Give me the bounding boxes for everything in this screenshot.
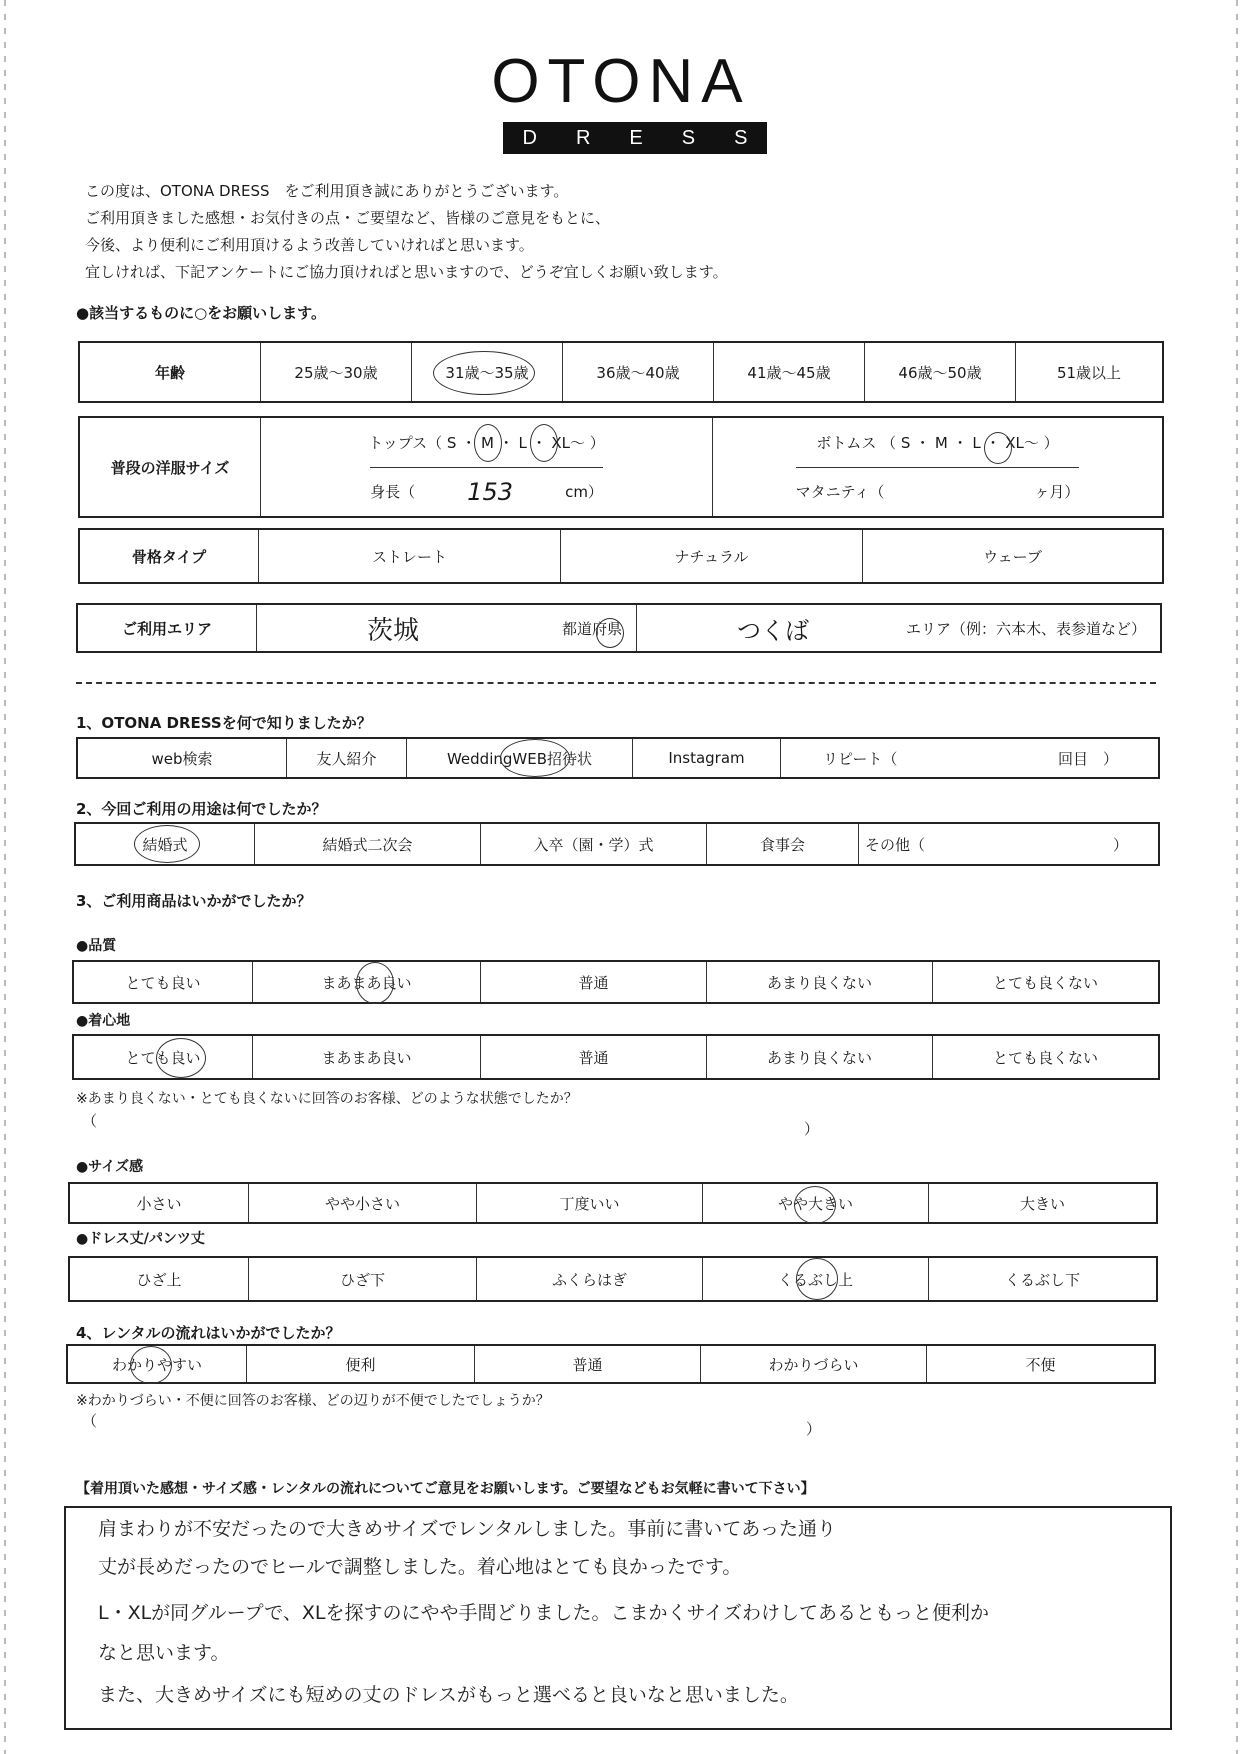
q4-option[interactable]: わかりやすい [111, 1355, 202, 1374]
comfort-option[interactable]: あまり良くない [706, 1036, 932, 1078]
size-feel-option[interactable]: やや小さい [248, 1184, 476, 1222]
logo-letter: D [522, 126, 537, 149]
quality-option[interactable]: とても良くない [932, 962, 1158, 1002]
comment-line: 肩まわりが不安だったので大きめサイズでレンタルしました。事前に書いてあった通り [98, 1518, 837, 1540]
maternity-field[interactable] [796, 467, 1080, 517]
q1-option[interactable]: WeddingWEB招待状 [406, 739, 632, 777]
prefecture-suffix: 都道府県 [561, 619, 622, 638]
length-row [68, 1256, 1158, 1302]
body-type-label: 骨格タイプ [131, 547, 207, 566]
q4-option[interactable]: わかりづらい [700, 1346, 926, 1382]
comment-line: なと思います。 [98, 1642, 230, 1664]
age-option[interactable]: 25歳～30歳 [260, 343, 411, 401]
prefecture-field[interactable] [256, 605, 636, 651]
repeat-suffix: 回目 ） [1057, 749, 1118, 768]
size-right-col [712, 418, 1162, 516]
q1-repeat[interactable] [780, 739, 1158, 777]
length-option[interactable]: くるぶし下 [928, 1258, 1156, 1300]
age-option[interactable]: 46歳～50歳 [864, 343, 1015, 401]
comfort-option[interactable]: とても良くない [932, 1036, 1158, 1078]
area-suffix: エリア（例：六本木、表参道など） [905, 619, 1146, 638]
comment-line: 丈が長めだったのでヒールで調整しました。着心地はとても良かったです。 [98, 1556, 742, 1578]
body-type-option[interactable]: ナチュラル [560, 530, 862, 582]
age-option[interactable]: 41歳～45歳 [713, 343, 864, 401]
paren-close: ） [804, 1120, 820, 1138]
body-type-option[interactable]: ストレート [258, 530, 560, 582]
length-option[interactable]: くるぶし上 [702, 1258, 928, 1300]
q2-title: 2、今回ご利用の用途は何でしたか？ [76, 800, 327, 818]
quality-option[interactable]: あまり良くない [706, 962, 932, 1002]
q2-option[interactable]: 入卒（園・学）式 [480, 824, 706, 864]
section-divider [76, 682, 1156, 684]
length-label: ●ドレス丈/パンツ丈 [76, 1231, 205, 1247]
length-option[interactable]: ひざ上 [136, 1270, 182, 1289]
paren-open: （ [82, 1112, 98, 1130]
quality-row [72, 960, 1160, 1004]
q4-option[interactable]: 普通 [474, 1346, 700, 1382]
prefecture-value: 茨城 [367, 615, 420, 646]
age-row [78, 341, 1164, 403]
q1-row [76, 737, 1160, 779]
age-option[interactable]: 36歳～40歳 [562, 343, 713, 401]
height-label: 身長（ [370, 483, 416, 502]
q2-other[interactable] [858, 824, 1158, 864]
age-label: 年齢 [154, 363, 185, 382]
size-feel-option[interactable]: 大きい [928, 1184, 1156, 1222]
q4-title: 4、レンタルの流れはいかがでしたか？ [76, 1324, 341, 1342]
quality-option[interactable]: とても良い [125, 973, 201, 992]
paren-open: （ [82, 1412, 98, 1430]
comfort-option[interactable]: とても良い [125, 1048, 201, 1067]
size-label: 普段の洋服サイズ [110, 458, 230, 477]
q4-option[interactable]: 不便 [926, 1346, 1154, 1382]
intro-text [85, 178, 728, 286]
height-value: 153 [467, 477, 513, 506]
repeat-label: リピート（ [823, 749, 898, 768]
intro-line: 宜しければ、下記アンケートにご協力頂ければと思いますので、どうぞ宜しくお願い致します。 [85, 263, 728, 281]
intro-line: 今後、より便利にご利用頂けるよう改善していければと思います。 [85, 236, 534, 254]
logo-letter: S [734, 126, 748, 149]
q2-option[interactable]: 結婚式 [142, 835, 188, 854]
q1-option[interactable]: 友人紹介 [286, 739, 406, 777]
comment-line: また、大きめサイズにも短めの丈のドレスがもっと選べると良いなと思いました。 [98, 1684, 799, 1706]
quality-option[interactable]: 普通 [480, 962, 706, 1002]
length-option[interactable]: ひざ下 [248, 1258, 476, 1300]
q1-option[interactable]: Instagram [632, 739, 780, 777]
comfort-label: ●着心地 [76, 1013, 131, 1029]
size-left-col [260, 418, 712, 516]
quality-label: ●品質 [76, 938, 117, 954]
body-type-option[interactable]: ウェーブ [862, 530, 1162, 582]
size-feel-option[interactable]: 小さい [136, 1194, 182, 1213]
paren-close: ） [806, 1420, 822, 1438]
age-option[interactable]: 31歳～35歳 [411, 343, 562, 401]
intro-line: この度は、OTONA DRESS をご利用頂き誠にありがとうございます。 [85, 182, 569, 200]
intro-line: ご利用頂きました感想・お気付きの点・ご要望など、皆様のご意見をもとに、 [85, 209, 611, 227]
logo-otona: OTONA [491, 47, 751, 116]
q4-row [66, 1344, 1156, 1384]
q4-note: ※わかりづらい・不便に回答のお客様、どの辺りが不便でしたでしょうか？ [76, 1393, 550, 1409]
q3-title: 3、ご利用商品はいかがでしたか？ [76, 892, 312, 910]
scan-edge-left [4, 0, 6, 1754]
q1-title: 1、OTONA DRESSを何で知りましたか？ [76, 714, 372, 732]
area-field[interactable] [636, 605, 1160, 651]
tops-size[interactable]: トップス（ S ・ M ・ L ・ XL～ ） [368, 433, 605, 452]
body-type-row [78, 528, 1164, 584]
bottoms-size[interactable]: ボトムス （ S ・ M ・ L ・ XL～ ） [816, 433, 1059, 452]
comments-title: 【着用頂いた感想・サイズ感・レンタルの流れについてご意見をお願いします。ご要望などもお気軽に書いて下さい】 [76, 1481, 815, 1497]
size-feel-option[interactable]: やや大きい [702, 1184, 928, 1222]
q1-option[interactable]: web検索 [151, 749, 213, 768]
size-feel-label: ●サイズ感 [76, 1159, 144, 1175]
q2-row [74, 822, 1160, 866]
length-option[interactable]: ふくらはぎ [476, 1258, 702, 1300]
logo-letter: S [681, 126, 696, 149]
comment-line: L・XLが同グループで、XLを探すのにやや手間どりました。こまかくサイズわけしてあるともっと便利か [98, 1602, 989, 1624]
area-row [76, 603, 1162, 653]
comfort-row [72, 1034, 1160, 1080]
q2-option[interactable]: 結婚式二次会 [254, 824, 480, 864]
age-option[interactable]: 51歳以上 [1015, 343, 1162, 401]
maternity-unit: ヶ月） [1034, 483, 1080, 502]
area-value: つくば [737, 616, 809, 645]
quality-option[interactable]: まあまあ良い [252, 962, 480, 1002]
maternity-label: マタニティ（ [795, 483, 885, 502]
comfort-option[interactable]: まあまあ良い [252, 1036, 480, 1078]
logo-dress-bar [503, 122, 767, 154]
profile-section-title: ●該当するものに○をお願いします。 [76, 304, 326, 322]
height-field[interactable] [370, 467, 603, 517]
q2-option[interactable]: 食事会 [706, 824, 858, 864]
q4-option[interactable]: 便利 [246, 1346, 474, 1382]
size-feel-row [68, 1182, 1158, 1224]
height-unit: cm） [565, 483, 603, 502]
other-label: その他（ [865, 835, 926, 854]
size-row [78, 416, 1164, 518]
size-feel-option[interactable]: 丁度いい [476, 1184, 702, 1222]
comfort-option[interactable]: 普通 [480, 1036, 706, 1078]
scan-edge-right [1236, 0, 1238, 1754]
other-close: ） [1112, 835, 1128, 854]
area-label: ご利用エリア [121, 619, 212, 638]
logo-letter: R [575, 126, 591, 149]
logo-letter: E [629, 126, 643, 149]
comfort-note: ※あまり良くない・とても良くないに回答のお客様、どのような状態でしたか？ [76, 1091, 578, 1107]
